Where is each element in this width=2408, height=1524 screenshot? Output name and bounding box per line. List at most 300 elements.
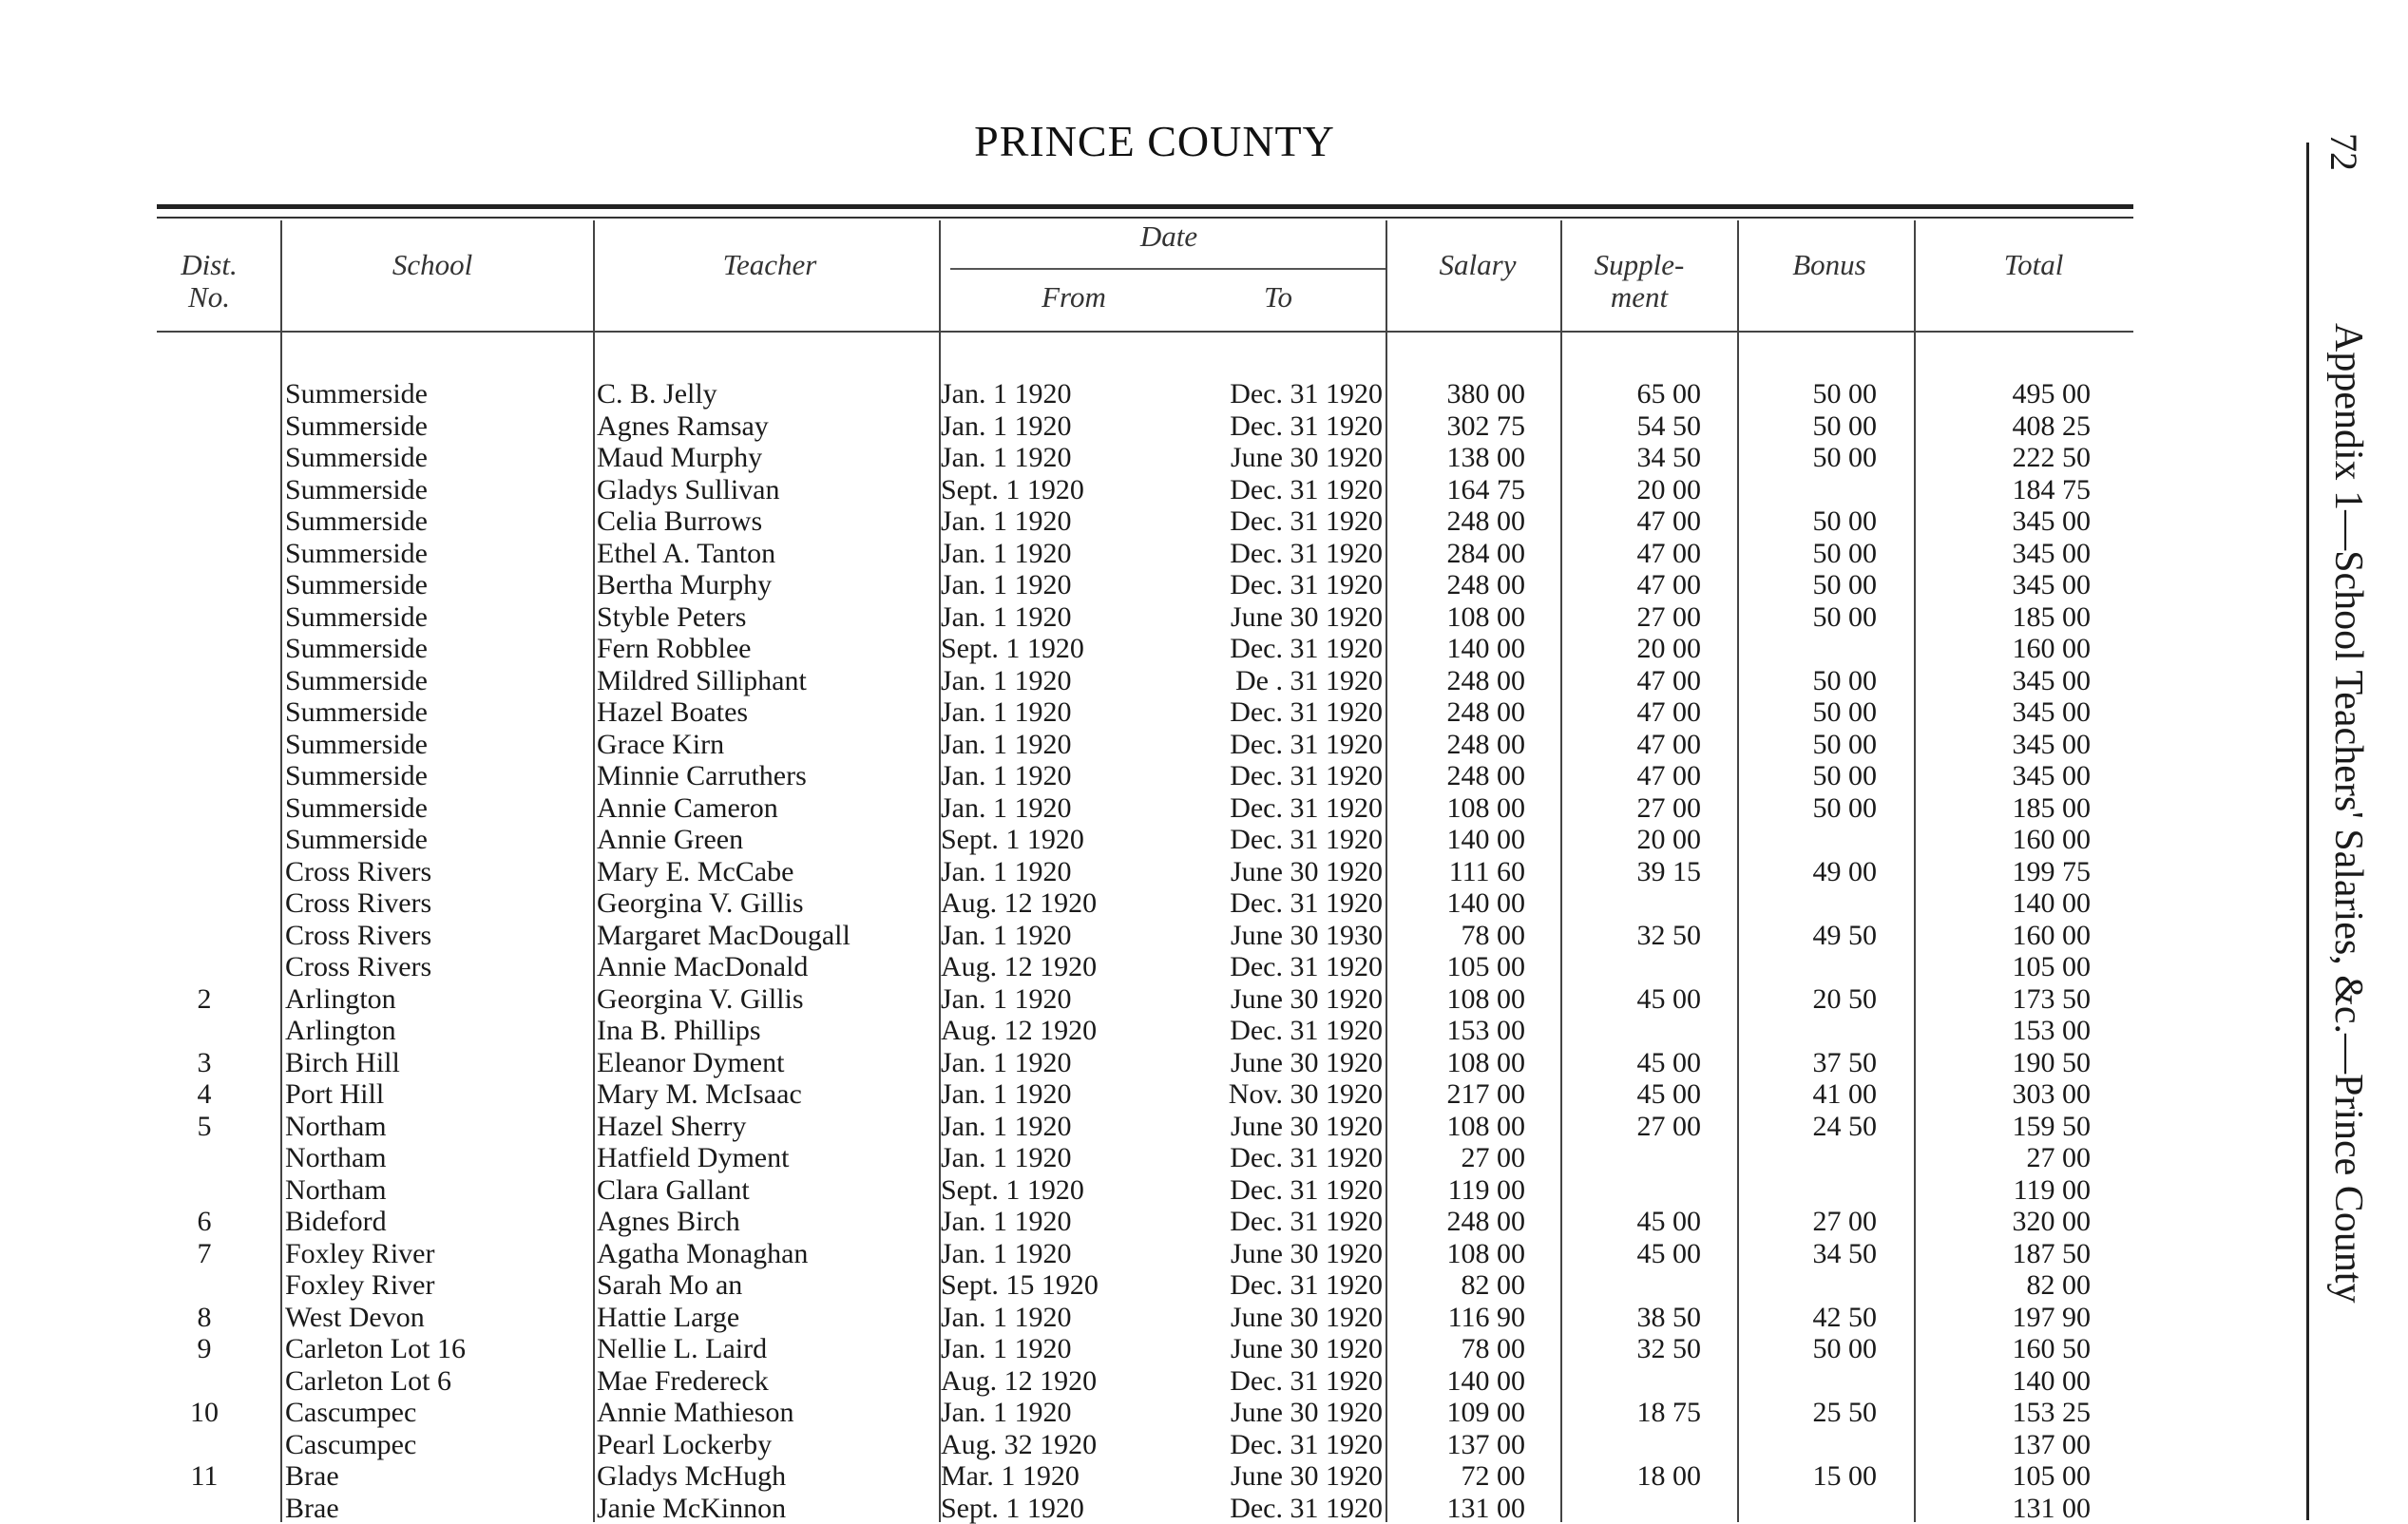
total-amount: 153 00 xyxy=(1958,1015,2091,1047)
total-amount: 82 00 xyxy=(1958,1269,2091,1302)
salary-amount: 248 00 xyxy=(1397,1206,1525,1238)
teacher-name: Hatfield Dyment xyxy=(597,1142,939,1174)
date-to: Dec. 31 1920 xyxy=(1183,760,1383,792)
salary-amount: 27 00 xyxy=(1397,1142,1525,1174)
date-from: Jan. 1 1920 xyxy=(941,1238,1159,1270)
table-row xyxy=(0,1111,2148,1143)
teacher-name: Styble Peters xyxy=(597,601,939,634)
teacher-name: Eleanor Dyment xyxy=(597,1047,939,1079)
date-to: De . 31 1920 xyxy=(1183,665,1383,697)
teacher-name: Mae Fredereck xyxy=(597,1365,939,1398)
table-row xyxy=(0,1302,2148,1334)
bonus-amount: 20 50 xyxy=(1753,983,1877,1016)
supplement-amount: 27 00 xyxy=(1577,792,1701,825)
bonus-amount: 41 00 xyxy=(1753,1078,1877,1111)
date-to: June 30 1920 xyxy=(1183,856,1383,888)
date-to: Dec. 31 1920 xyxy=(1183,569,1383,601)
salary-amount: 248 00 xyxy=(1397,760,1525,792)
header-salary: Salary xyxy=(1397,249,1558,281)
supplement-amount: 45 00 xyxy=(1577,983,1701,1016)
date-from: Jan. 1 1920 xyxy=(941,665,1159,697)
table-row xyxy=(0,1333,2148,1365)
salary-amount: 109 00 xyxy=(1397,1397,1525,1429)
school-name: Port Hill xyxy=(285,1078,594,1111)
date-to: Dec. 31 1920 xyxy=(1183,729,1383,761)
date-to: Dec. 31 1920 xyxy=(1183,1269,1383,1302)
school-name: Cross Rivers xyxy=(285,887,594,920)
teacher-name: Fern Robblee xyxy=(597,633,939,665)
header-bonus: Bonus xyxy=(1758,249,1901,281)
date-to: June 30 1920 xyxy=(1183,983,1383,1016)
teacher-name: Agnes Birch xyxy=(597,1206,939,1238)
date-from: Jan. 1 1920 xyxy=(941,696,1159,729)
school-name: Summerside xyxy=(285,633,594,665)
total-amount: 345 00 xyxy=(1958,569,2091,601)
table-row xyxy=(0,1460,2148,1493)
date-to: June 30 1920 xyxy=(1183,1333,1383,1365)
teacher-name: Ethel A. Tanton xyxy=(597,538,939,570)
total-amount: 105 00 xyxy=(1958,1460,2091,1493)
bonus-amount: 25 50 xyxy=(1753,1397,1877,1429)
date-from: Jan. 1 1920 xyxy=(941,410,1159,443)
supplement-amount: 18 00 xyxy=(1577,1460,1701,1493)
table-row xyxy=(0,633,2148,665)
date-from: Jan. 1 1920 xyxy=(941,1302,1159,1334)
supplement-amount: 54 50 xyxy=(1577,410,1701,443)
teacher-name: Agnes Ramsay xyxy=(597,410,939,443)
table-row xyxy=(0,856,2148,888)
table-row xyxy=(0,1142,2148,1174)
supplement-amount: 45 00 xyxy=(1577,1238,1701,1270)
school-name: Summerside xyxy=(285,696,594,729)
table-row xyxy=(0,378,2148,410)
total-amount: 160 00 xyxy=(1958,824,2091,856)
school-name: Brae xyxy=(285,1460,594,1493)
date-from: Sept. 1 1920 xyxy=(941,474,1159,506)
teacher-name: Hattie Large xyxy=(597,1302,939,1334)
supplement-amount: 47 00 xyxy=(1577,665,1701,697)
dist-number: 5 xyxy=(152,1111,257,1143)
salary-amount: 248 00 xyxy=(1397,569,1525,601)
date-from: Jan. 1 1920 xyxy=(941,538,1159,570)
total-amount: 197 90 xyxy=(1958,1302,2091,1334)
date-to: Dec. 31 1920 xyxy=(1183,792,1383,825)
teacher-name: Annie MacDonald xyxy=(597,951,939,983)
table-row xyxy=(0,538,2148,570)
teacher-name: Gladys Sullivan xyxy=(597,474,939,506)
date-to: Dec. 31 1920 xyxy=(1183,1365,1383,1398)
school-name: Carleton Lot 6 xyxy=(285,1365,594,1398)
header-supplement: Supple- ment xyxy=(1577,249,1701,314)
header-rule-thick xyxy=(157,204,2133,209)
total-amount: 160 50 xyxy=(1958,1333,2091,1365)
header-date-divider xyxy=(950,268,1387,270)
school-name: Cascumpec xyxy=(285,1429,594,1461)
school-name: Summerside xyxy=(285,378,594,410)
school-name: Summerside xyxy=(285,601,594,634)
school-name: Brae xyxy=(285,1493,594,1524)
date-from: Jan. 1 1920 xyxy=(941,760,1159,792)
table-row xyxy=(0,824,2148,856)
table-row xyxy=(0,792,2148,825)
salary-amount: 140 00 xyxy=(1397,1365,1525,1398)
date-from: Jan. 1 1920 xyxy=(941,856,1159,888)
school-name: Cross Rivers xyxy=(285,951,594,983)
date-from: Aug. 12 1920 xyxy=(941,1015,1159,1047)
school-name: Cross Rivers xyxy=(285,856,594,888)
date-to: June 30 1930 xyxy=(1183,920,1383,952)
dist-number: 3 xyxy=(152,1047,257,1079)
total-amount: 159 50 xyxy=(1958,1111,2091,1143)
salary-amount: 78 00 xyxy=(1397,1333,1525,1365)
supplement-amount: 27 00 xyxy=(1577,601,1701,634)
supplement-amount: 20 00 xyxy=(1577,824,1701,856)
bonus-amount: 50 00 xyxy=(1753,378,1877,410)
table-row xyxy=(0,1047,2148,1079)
salary-amount: 302 75 xyxy=(1397,410,1525,443)
date-to: Dec. 31 1920 xyxy=(1183,1493,1383,1524)
dist-number: 11 xyxy=(152,1460,257,1493)
date-from: Jan. 1 1920 xyxy=(941,1206,1159,1238)
date-to: Dec. 31 1920 xyxy=(1183,410,1383,443)
total-amount: 345 00 xyxy=(1958,505,2091,538)
school-name: Carleton Lot 16 xyxy=(285,1333,594,1365)
table-row xyxy=(0,983,2148,1016)
header-from: From xyxy=(988,281,1159,314)
date-from: Aug. 12 1920 xyxy=(941,887,1159,920)
teacher-name: Minnie Carruthers xyxy=(597,760,939,792)
supplement-amount: 47 00 xyxy=(1577,505,1701,538)
date-to: June 30 1920 xyxy=(1183,1302,1383,1334)
date-from: Mar. 1 1920 xyxy=(941,1460,1159,1493)
date-from: Jan. 1 1920 xyxy=(941,601,1159,634)
bonus-amount: 50 00 xyxy=(1753,442,1877,474)
teacher-name: Annie Mathieson xyxy=(597,1397,939,1429)
table-row xyxy=(0,760,2148,792)
total-amount: 345 00 xyxy=(1958,665,2091,697)
bonus-amount: 27 00 xyxy=(1753,1206,1877,1238)
school-name: Summerside xyxy=(285,569,594,601)
supplement-amount: 32 50 xyxy=(1577,920,1701,952)
total-amount: 345 00 xyxy=(1958,760,2091,792)
salary-amount: 108 00 xyxy=(1397,1238,1525,1270)
table-row xyxy=(0,410,2148,443)
table-row xyxy=(0,1429,2148,1461)
date-from: Jan. 1 1920 xyxy=(941,442,1159,474)
table-row xyxy=(0,474,2148,506)
date-to: Dec. 31 1920 xyxy=(1183,378,1383,410)
total-amount: 105 00 xyxy=(1958,951,2091,983)
date-to: June 30 1920 xyxy=(1183,1238,1383,1270)
date-to: June 30 1920 xyxy=(1183,442,1383,474)
salary-table-body xyxy=(0,378,2148,1524)
table-row xyxy=(0,951,2148,983)
table-row xyxy=(0,1397,2148,1429)
date-to: Dec. 31 1920 xyxy=(1183,474,1383,506)
dist-number: 10 xyxy=(152,1397,257,1429)
header-to: To xyxy=(1207,281,1349,314)
date-to: June 30 1920 xyxy=(1183,1397,1383,1429)
dist-number: 7 xyxy=(152,1238,257,1270)
school-name: Cross Rivers xyxy=(285,920,594,952)
date-from: Jan. 1 1920 xyxy=(941,505,1159,538)
teacher-name: Hazel Sherry xyxy=(597,1111,939,1143)
date-to: June 30 1920 xyxy=(1183,1111,1383,1143)
school-name: Summerside xyxy=(285,442,594,474)
bonus-amount: 50 00 xyxy=(1753,1333,1877,1365)
school-name: Foxley River xyxy=(285,1269,594,1302)
total-amount: 184 75 xyxy=(1958,474,2091,506)
salary-amount: 111 60 xyxy=(1397,856,1525,888)
teacher-name: Mary M. McIsaac xyxy=(597,1078,939,1111)
date-from: Sept. 1 1920 xyxy=(941,1174,1159,1207)
dist-number: 4 xyxy=(152,1078,257,1111)
school-name: Arlington xyxy=(285,1015,594,1047)
teacher-name: Maud Murphy xyxy=(597,442,939,474)
table-row xyxy=(0,1078,2148,1111)
school-name: Summerside xyxy=(285,410,594,443)
total-amount: 119 00 xyxy=(1958,1174,2091,1207)
dist-number: 6 xyxy=(152,1206,257,1238)
supplement-amount: 47 00 xyxy=(1577,729,1701,761)
date-from: Jan. 1 1920 xyxy=(941,1111,1159,1143)
date-from: Sept. 1 1920 xyxy=(941,1493,1159,1524)
supplement-amount: 20 00 xyxy=(1577,474,1701,506)
school-name: Summerside xyxy=(285,792,594,825)
total-amount: 345 00 xyxy=(1958,729,2091,761)
table-row xyxy=(0,665,2148,697)
date-from: Jan. 1 1920 xyxy=(941,1078,1159,1111)
salary-amount: 164 75 xyxy=(1397,474,1525,506)
salary-amount: 140 00 xyxy=(1397,633,1525,665)
bonus-amount: 50 00 xyxy=(1753,538,1877,570)
total-amount: 160 00 xyxy=(1958,633,2091,665)
teacher-name: Hazel Boates xyxy=(597,696,939,729)
salary-amount: 78 00 xyxy=(1397,920,1525,952)
date-from: Jan. 1 1920 xyxy=(941,378,1159,410)
school-name: Summerside xyxy=(285,729,594,761)
date-from: Sept. 1 1920 xyxy=(941,633,1159,665)
supplement-amount: 47 00 xyxy=(1577,538,1701,570)
school-name: Summerside xyxy=(285,665,594,697)
header-total: Total xyxy=(1939,249,2129,281)
table-row xyxy=(0,1493,2148,1524)
date-to: Dec. 31 1920 xyxy=(1183,1429,1383,1461)
table-row xyxy=(0,1206,2148,1238)
salary-amount: 138 00 xyxy=(1397,442,1525,474)
date-from: Jan. 1 1920 xyxy=(941,569,1159,601)
salary-amount: 108 00 xyxy=(1397,1111,1525,1143)
date-to: Dec. 31 1920 xyxy=(1183,1015,1383,1047)
salary-amount: 108 00 xyxy=(1397,792,1525,825)
bonus-amount: 50 00 xyxy=(1753,569,1877,601)
date-from: Jan. 1 1920 xyxy=(941,1142,1159,1174)
date-to: Dec. 31 1920 xyxy=(1183,887,1383,920)
bonus-amount: 15 00 xyxy=(1753,1460,1877,1493)
supplement-amount: 47 00 xyxy=(1577,760,1701,792)
salary-amount: 108 00 xyxy=(1397,601,1525,634)
total-amount: 187 50 xyxy=(1958,1238,2091,1270)
salary-amount: 119 00 xyxy=(1397,1174,1525,1207)
teacher-name: Agatha Monaghan xyxy=(597,1238,939,1270)
date-from: Aug. 32 1920 xyxy=(941,1429,1159,1461)
teacher-name: Annie Cameron xyxy=(597,792,939,825)
salary-amount: 248 00 xyxy=(1397,665,1525,697)
salary-amount: 217 00 xyxy=(1397,1078,1525,1111)
supplement-amount: 34 50 xyxy=(1577,442,1701,474)
table-row xyxy=(0,601,2148,634)
school-name: Northam xyxy=(285,1142,594,1174)
salary-amount: 380 00 xyxy=(1397,378,1525,410)
total-amount: 27 00 xyxy=(1958,1142,2091,1174)
teacher-name: Gladys McHugh xyxy=(597,1460,939,1493)
teacher-name: C. B. Jelly xyxy=(597,378,939,410)
school-name: Summerside xyxy=(285,505,594,538)
date-to: Dec. 31 1920 xyxy=(1183,1206,1383,1238)
supplement-amount: 32 50 xyxy=(1577,1333,1701,1365)
school-name: Arlington xyxy=(285,983,594,1016)
table-row xyxy=(0,442,2148,474)
table-row xyxy=(0,1269,2148,1302)
salary-amount: 72 00 xyxy=(1397,1460,1525,1493)
bonus-amount: 50 00 xyxy=(1753,696,1877,729)
date-to: June 30 1920 xyxy=(1183,601,1383,634)
total-amount: 222 50 xyxy=(1958,442,2091,474)
bonus-amount: 50 00 xyxy=(1753,601,1877,634)
school-name: Summerside xyxy=(285,474,594,506)
date-to: Dec. 31 1920 xyxy=(1183,696,1383,729)
dist-number: 2 xyxy=(152,983,257,1016)
teacher-name: Pearl Lockerby xyxy=(597,1429,939,1461)
page-number: 72 xyxy=(2322,133,2366,171)
table-row xyxy=(0,1015,2148,1047)
header-school: School xyxy=(314,249,551,281)
date-from: Aug. 12 1920 xyxy=(941,1365,1159,1398)
total-amount: 185 00 xyxy=(1958,792,2091,825)
teacher-name: Georgina V. Gillis xyxy=(597,983,939,1016)
supplement-amount: 18 75 xyxy=(1577,1397,1701,1429)
teacher-name: Grace Kirn xyxy=(597,729,939,761)
bonus-amount: 49 50 xyxy=(1753,920,1877,952)
date-to: Dec. 31 1920 xyxy=(1183,538,1383,570)
header-date: Date xyxy=(950,220,1387,253)
date-to: Dec. 31 1920 xyxy=(1183,951,1383,983)
school-name: Foxley River xyxy=(285,1238,594,1270)
dist-number: 9 xyxy=(152,1333,257,1365)
bonus-amount: 49 00 xyxy=(1753,856,1877,888)
total-amount: 131 00 xyxy=(1958,1493,2091,1524)
bonus-amount: 37 50 xyxy=(1753,1047,1877,1079)
bonus-amount: 50 00 xyxy=(1753,410,1877,443)
table-row xyxy=(0,887,2148,920)
date-to: Dec. 31 1920 xyxy=(1183,633,1383,665)
teacher-name: Annie Green xyxy=(597,824,939,856)
header-rule-bottom xyxy=(157,331,2133,333)
date-from: Jan. 1 1920 xyxy=(941,1397,1159,1429)
total-amount: 185 00 xyxy=(1958,601,2091,634)
school-name: Summerside xyxy=(285,760,594,792)
date-from: Aug. 12 1920 xyxy=(941,951,1159,983)
teacher-name: Mildred Silliphant xyxy=(597,665,939,697)
salary-amount: 140 00 xyxy=(1397,824,1525,856)
side-rule xyxy=(2306,143,2309,1520)
date-from: Sept. 15 1920 xyxy=(941,1269,1159,1302)
supplement-amount: 65 00 xyxy=(1577,378,1701,410)
teacher-name: Nellie L. Laird xyxy=(597,1333,939,1365)
teacher-name: Clara Gallant xyxy=(597,1174,939,1207)
teacher-name: Ina B. Phillips xyxy=(597,1015,939,1047)
bonus-amount: 50 00 xyxy=(1753,760,1877,792)
salary-amount: 105 00 xyxy=(1397,951,1525,983)
date-from: Jan. 1 1920 xyxy=(941,792,1159,825)
date-to: Dec. 31 1920 xyxy=(1183,1174,1383,1207)
school-name: West Devon xyxy=(285,1302,594,1334)
total-amount: 140 00 xyxy=(1958,1365,2091,1398)
table-row xyxy=(0,1174,2148,1207)
total-amount: 140 00 xyxy=(1958,887,2091,920)
date-to: June 30 1920 xyxy=(1183,1460,1383,1493)
school-name: Summerside xyxy=(285,824,594,856)
header-teacher: Teacher xyxy=(627,249,912,281)
school-name: Bideford xyxy=(285,1206,594,1238)
table-row xyxy=(0,729,2148,761)
date-to: Dec. 31 1920 xyxy=(1183,824,1383,856)
total-amount: 320 00 xyxy=(1958,1206,2091,1238)
teacher-name: Janie McKinnon xyxy=(597,1493,939,1524)
date-to: Nov. 30 1920 xyxy=(1183,1078,1383,1111)
supplement-amount: 38 50 xyxy=(1577,1302,1701,1334)
salary-amount: 137 00 xyxy=(1397,1429,1525,1461)
date-from: Jan. 1 1920 xyxy=(941,1047,1159,1079)
bonus-amount: 42 50 xyxy=(1753,1302,1877,1334)
table-row xyxy=(0,920,2148,952)
salary-amount: 116 90 xyxy=(1397,1302,1525,1334)
date-from: Jan. 1 1920 xyxy=(941,920,1159,952)
total-amount: 173 50 xyxy=(1958,983,2091,1016)
supplement-amount: 20 00 xyxy=(1577,633,1701,665)
salary-amount: 284 00 xyxy=(1397,538,1525,570)
total-amount: 345 00 xyxy=(1958,538,2091,570)
total-amount: 303 00 xyxy=(1958,1078,2091,1111)
teacher-name: Margaret MacDougall xyxy=(597,920,939,952)
page-title: PRINCE COUNTY xyxy=(950,116,1359,166)
bonus-amount: 50 00 xyxy=(1753,505,1877,538)
table-row xyxy=(0,1365,2148,1398)
school-name: Summerside xyxy=(285,538,594,570)
total-amount: 199 75 xyxy=(1958,856,2091,888)
total-amount: 408 25 xyxy=(1958,410,2091,443)
bonus-amount: 50 00 xyxy=(1753,792,1877,825)
dist-number: 8 xyxy=(152,1302,257,1334)
school-name: Northam xyxy=(285,1111,594,1143)
date-from: Jan. 1 1920 xyxy=(941,729,1159,761)
salary-amount: 248 00 xyxy=(1397,505,1525,538)
teacher-name: Bertha Murphy xyxy=(597,569,939,601)
date-from: Sept. 1 1920 xyxy=(941,824,1159,856)
running-head: Appendix 1—School Teachers' Salaries, &c.—Prince County xyxy=(2325,323,2371,1303)
total-amount: 190 50 xyxy=(1958,1047,2091,1079)
salary-amount: 82 00 xyxy=(1397,1269,1525,1302)
table-row xyxy=(0,696,2148,729)
header-rule-thin xyxy=(157,217,2133,219)
school-name: Northam xyxy=(285,1174,594,1207)
date-to: June 30 1920 xyxy=(1183,1047,1383,1079)
supplement-amount: 47 00 xyxy=(1577,569,1701,601)
supplement-amount: 45 00 xyxy=(1577,1206,1701,1238)
total-amount: 495 00 xyxy=(1958,378,2091,410)
teacher-name: Georgina V. Gillis xyxy=(597,887,939,920)
salary-amount: 248 00 xyxy=(1397,696,1525,729)
